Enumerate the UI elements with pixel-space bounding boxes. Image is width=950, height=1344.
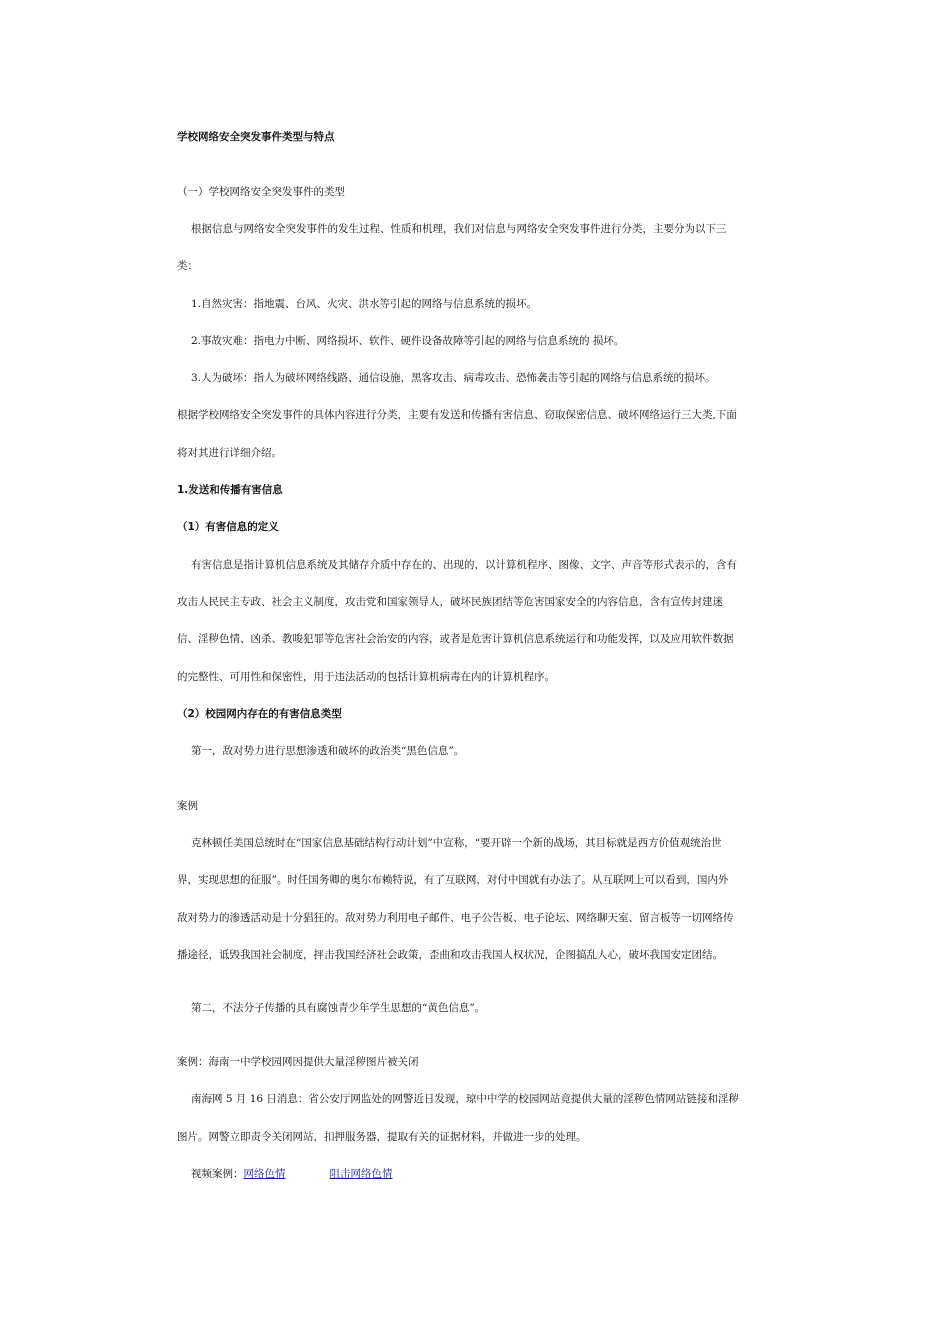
list-item: 3.人为破坏：指人为破坏网络线路、通信设施，黑客攻击、病毒攻击、恐怖袭击等引起的网络与信息系统的损坏。 bbox=[191, 372, 716, 384]
paragraph-line: 攻击人民民主专政、社会主义制度，攻击党和国家领导人，破坏民族团结等危害国家安全的内容信息，含有宣传封建迷 bbox=[177, 596, 723, 608]
link-network-porn[interactable]: 网络色情 bbox=[243, 1168, 286, 1180]
paragraph-line: 根据学校网络安全突发事件的具体内容进行分类，主要有发送和传播有害信息、窃取保密信息、破坏网络运行三大类,下面 bbox=[177, 409, 737, 421]
paragraph-line: 南海网 5 月 16 日消息：省公安厅网监处的网警近日发现，琼中中学的校园网站竟提供大量的淫秽色情网站链接和淫秽 bbox=[191, 1093, 739, 1105]
subheading: （1）有害信息的定义 bbox=[177, 521, 279, 533]
video-case-label: 视频案例： bbox=[191, 1168, 244, 1180]
section-heading: （一）学校网络安全突发事件的类型 bbox=[177, 186, 345, 198]
doc-title: 学校网络安全突发事件类型与特点 bbox=[177, 131, 335, 143]
paragraph-line: 第一，敌对势力进行思想渗透和破坏的政治类“黑色信息”。 bbox=[191, 745, 465, 757]
paragraph-line: 有害信息是指计算机信息系统及其储存介质中存在的、出现的，以计算机程序、图像、文字、声音等形式表示的，含有 bbox=[191, 559, 737, 571]
list-item: 2.事故灾难：指电力中断、网络损坏、软件、硬件设备故障等引起的网络与信息系统的 损坏。 bbox=[191, 335, 625, 347]
list-item: 1.自然灾害：指地震、台风、火灾、洪水等引起的网络与信息系统的损坏。 bbox=[191, 298, 538, 310]
paragraph-line: 信、淫秽色情、凶杀、教唆犯罪等危害社会治安的内容，或者是危害计算机信息系统运行和功能发挥，以及应用软件数据 bbox=[177, 633, 734, 645]
paragraph-line: 播途径，诋毁我国社会制度，抨击我国经济社会政策，歪曲和攻击我国人权状况，企图搞乱人心，破坏我国安定团结。 bbox=[177, 949, 723, 961]
paragraph-line: 敌对势力的渗透活动是十分猖狂的。敌对势力利用电子邮件、电子公告板、电子论坛、网络聊天室、留言板等一切网络传 bbox=[177, 912, 734, 924]
paragraph-line: 将对其进行详细介绍。 bbox=[177, 447, 282, 459]
paragraph-line: 图片。网警立即责令关闭网站，扣押服务器，提取有关的证据材料，并做进一步的处理。 bbox=[177, 1131, 587, 1143]
subheading: 1.发送和传播有害信息 bbox=[177, 484, 283, 496]
paragraph-line: 根据信息与网络安全突发事件的发生过程、性质和机理，我们对信息与网络安全突发事件进行分类，主要分为以下三 bbox=[191, 223, 727, 235]
link-block-network-porn[interactable]: 阻击网络色情 bbox=[329, 1168, 393, 1180]
paragraph-line: 第二，不法分子传播的具有腐蚀青少年学生思想的“黄色信息”。 bbox=[191, 1002, 486, 1014]
video-case-line bbox=[191, 1167, 791, 1181]
paragraph-line: 界，实现思想的征服”。时任国务卿的奥尔布赖特说，有了互联网，对付中国就有办法了。从互联网上可以看到，国内外 bbox=[177, 874, 729, 886]
paragraph-line: 克林顿任美国总统时在“国家信息基础结构行动计划”中宣称，“要开辟一个新的战场，其目标就是西方价值观统治世 bbox=[191, 837, 722, 849]
case-label: 案例：海南一中学校园网因提供大量淫秽图片被关闭 bbox=[177, 1056, 419, 1068]
paragraph-line: 的完整性、可用性和保密性，用于违法活动的包括计算机病毒在内的计算机程序。 bbox=[177, 671, 555, 683]
paragraph-line: 类： bbox=[177, 260, 198, 272]
subheading: （2）校园网内存在的有害信息类型 bbox=[177, 708, 342, 720]
case-label: 案例 bbox=[177, 800, 198, 812]
